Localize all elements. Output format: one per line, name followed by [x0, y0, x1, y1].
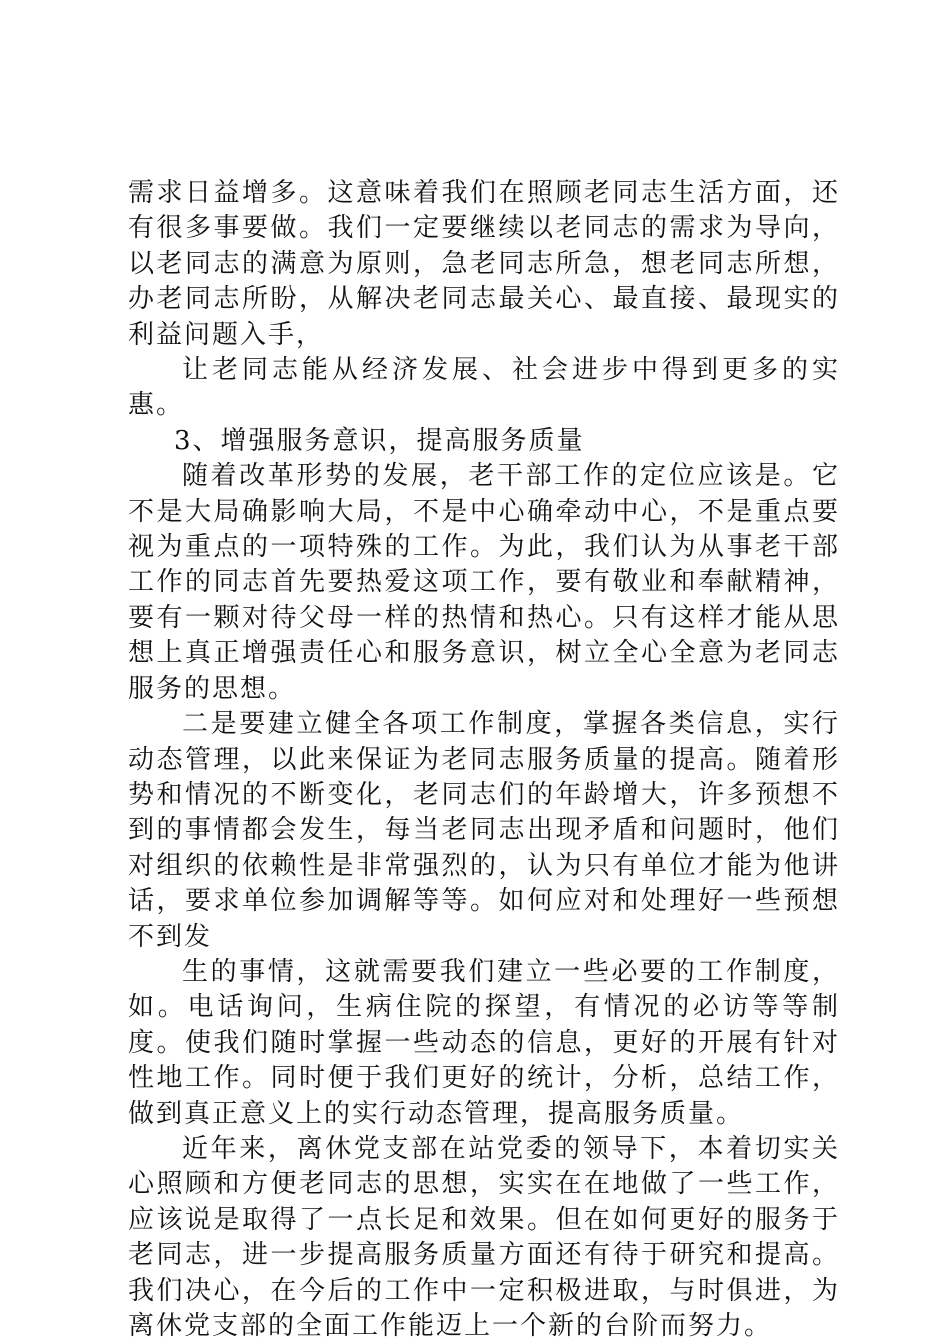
paragraph-2: 让老同志能从经济发展、社会进步中得到更多的实惠。	[128, 355, 840, 421]
paragraph-4: 二是要建立健全各项工作制度，掌握各类信息，实行动态管理，以此来保证为老同志服务质量的提高。随着形势和情况的不断变化，老同志们的年龄增大，许多预想不到的事情都会发生，每当老同志出现矛盾和问题时，他们对组织的依赖性是非常强烈的，认为只有单位才能为他讲话，要求单位参加调解等等。如何应对和处理好一些预想不到发	[128, 709, 840, 952]
paragraph-3: 随着改革形势的发展，老干部工作的定位应该是。它不是大局确影响大局，不是中心确牵动中心，不是重点要视为重点的一项特殊的工作。为此，我们认为从事老干部工作的同志首先要热爱这项工作，要有敬业和奉献精神，要有一颗对待父母一样的热情和热心。只有这样才能从思想上真正增强责任心和服务意识，树立全心全意为老同志服务的思想。	[128, 461, 840, 704]
paragraph-1: 需求日益增多。这意味着我们在照顾老同志生活方面，还有很多事要做。我们一定要继续以老同志的需求为导向，以老同志的满意为原则，急老同志所急，想老同志所想，办老同志所盼，从解决老同志最关心、最直接、最现实的利益问题入手，	[128, 178, 840, 350]
paragraph-5: 生的事情，这就需要我们建立一些必要的工作制度，如。电话询问，生病住院的探望，有情况的必访等等制度。使我们随时掌握一些动态的信息，更好的开展有针对性地工作。同时便于我们更好的统计，分析，总结工作，做到真正意义上的实行动态管理，提高服务质量。	[128, 956, 840, 1129]
section-heading: 3、增强服务意识，提高服务质量	[174, 425, 585, 456]
document-body	[128, 176, 840, 1344]
paragraph-6: 近年来，离休党支部在站党委的领导下，本着切实关心照顾和方便老同志的思想，实实在在地做了一些工作，应该说是取得了一点长足和效果。但在如何更好的服务于老同志，进一步提高服务质量方面还有待于研究和提高。我们决心，在今后的工作中一定积极进取，与时俱进，为离休党支部的全面工作能迈上一个新的台阶而努力。	[128, 1133, 840, 1341]
